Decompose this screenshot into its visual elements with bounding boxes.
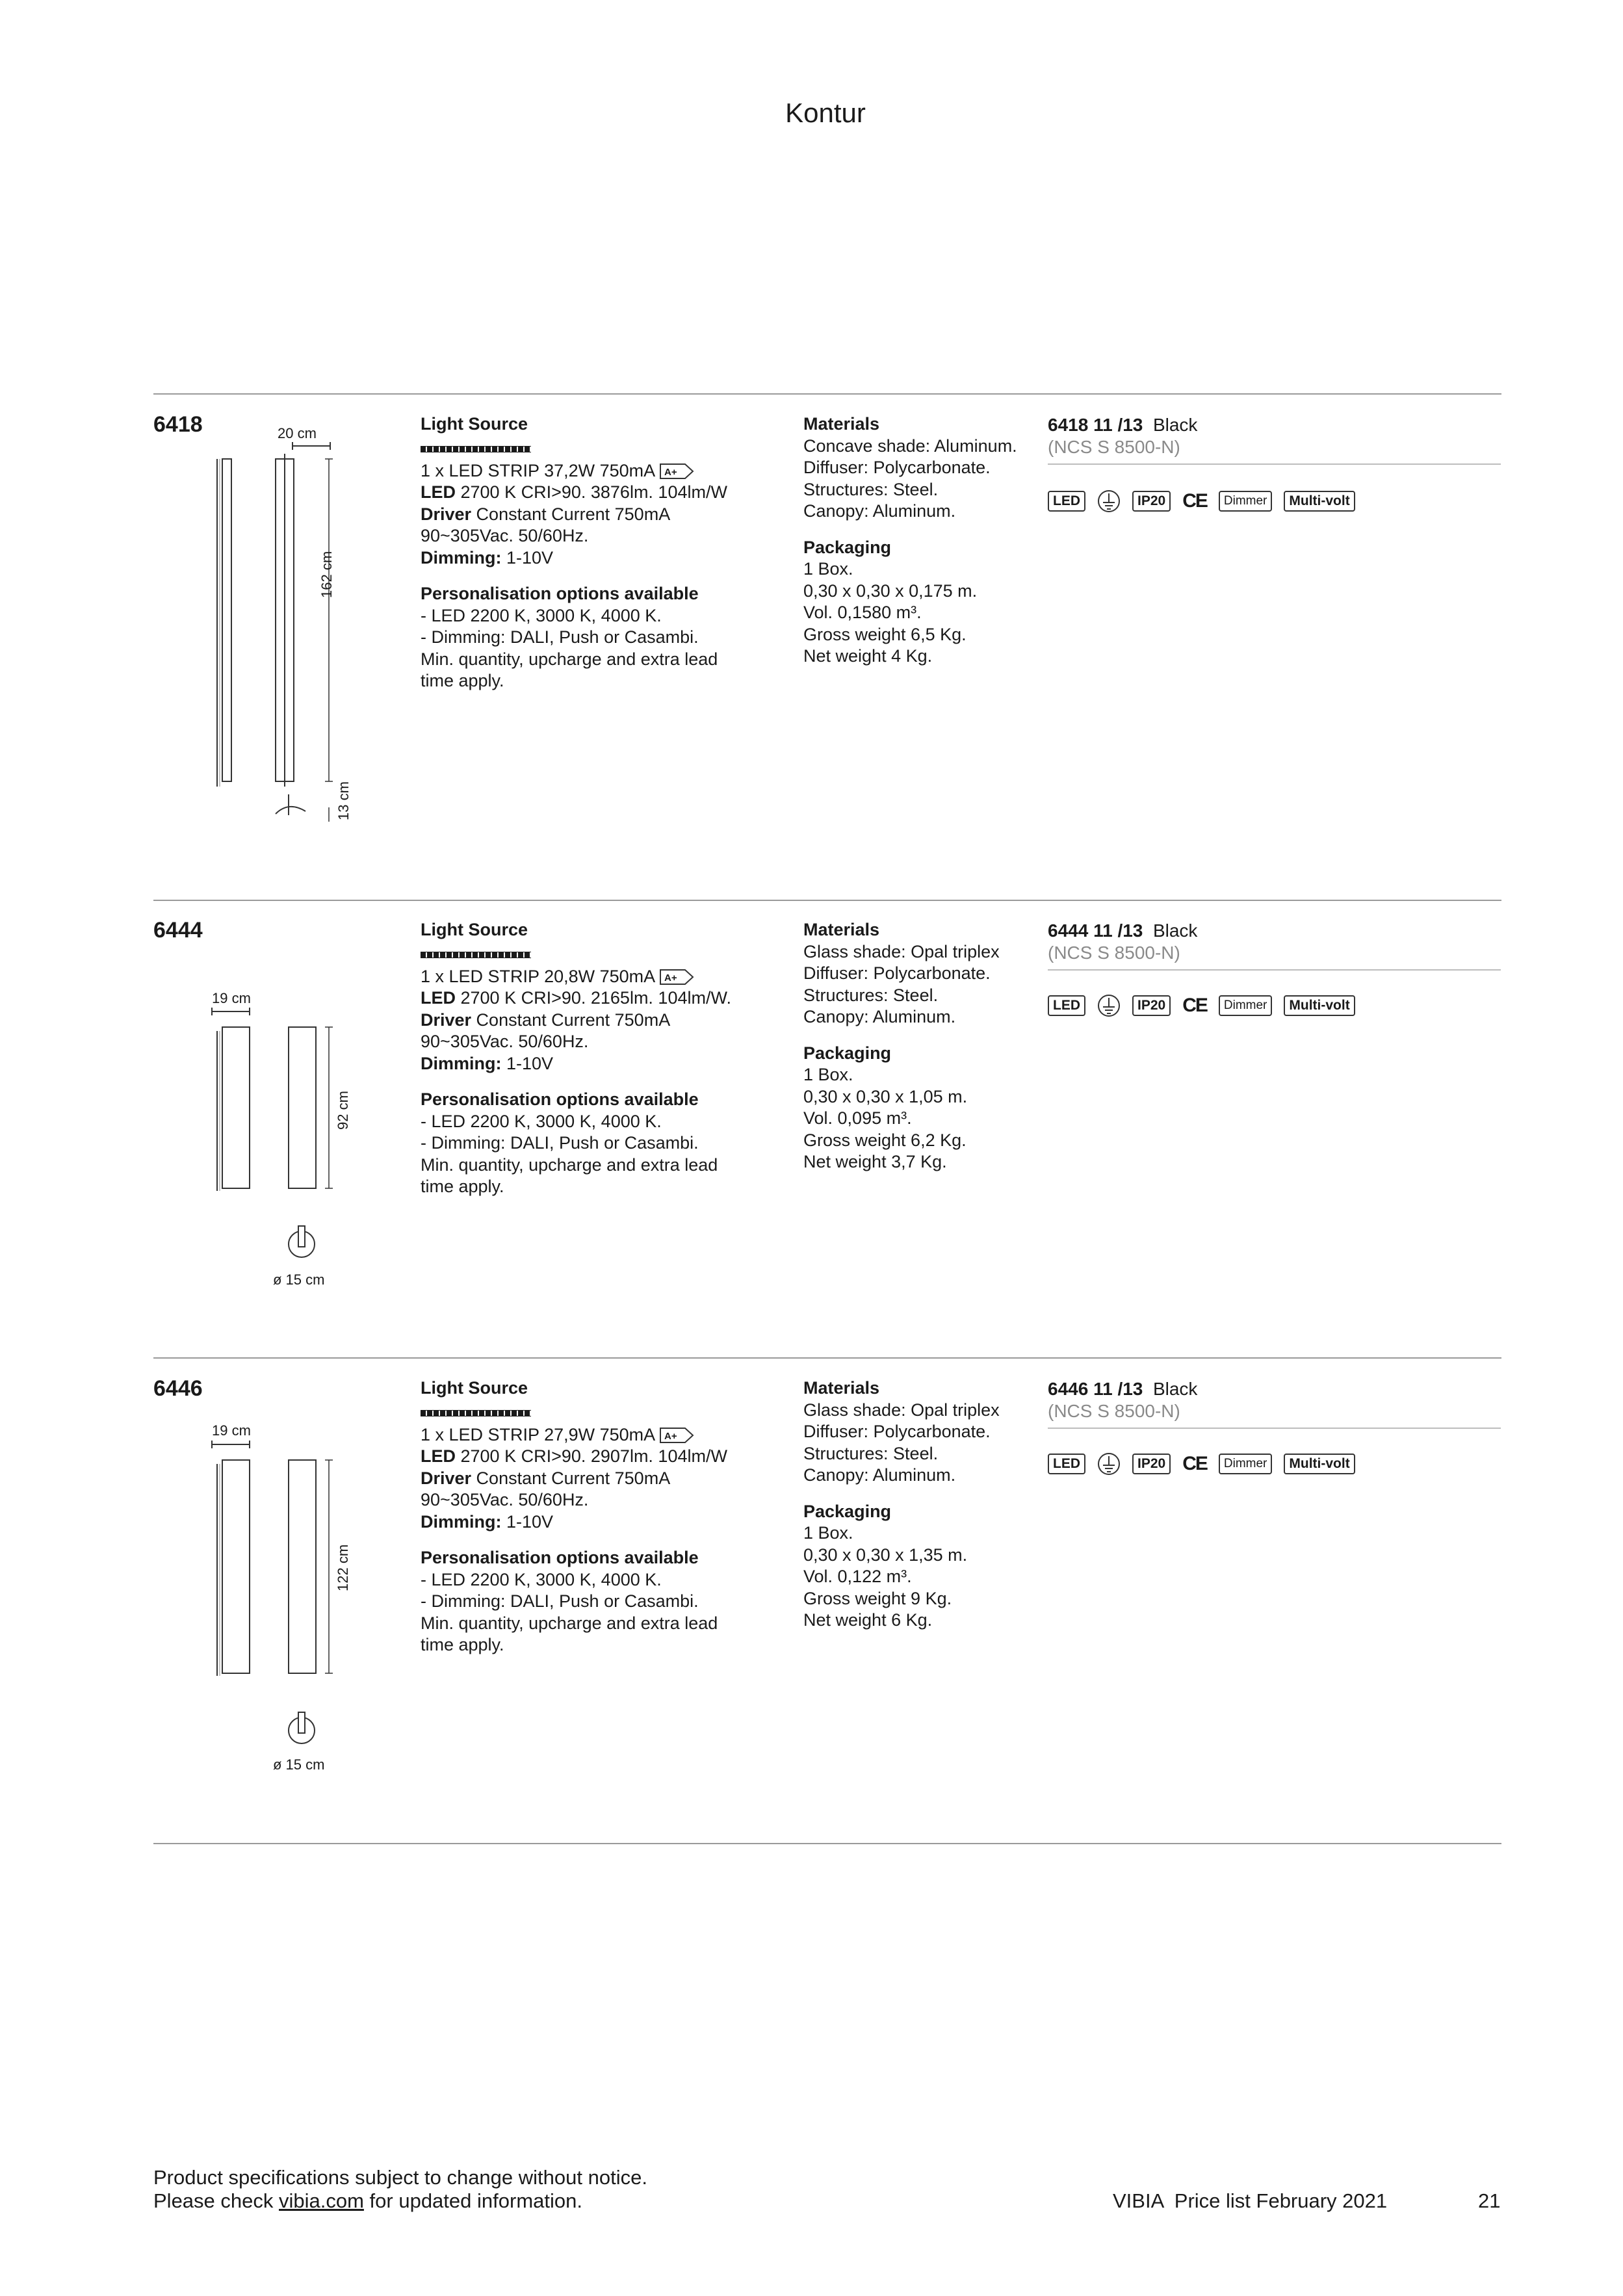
product-code: 6418 — [153, 412, 203, 437]
personal-option: - Dimming: DALI, Push or Casambi. — [421, 1133, 699, 1153]
footer-line: Product specifications subject to change without notice. — [153, 2166, 647, 2189]
dimension-diameter: ø 15 cm — [273, 1756, 325, 1773]
led-text: 2700 K CRI>90. 3876lm. 104lm/W — [456, 482, 727, 502]
voltage: 90~305Vac. 50/60Hz. — [421, 1490, 589, 1509]
led-badge: LED — [1048, 1454, 1085, 1474]
multivolt-badge: Multi-volt — [1284, 1454, 1355, 1474]
section-title: Materials — [803, 1378, 880, 1398]
ip-rating-badge: IP20 — [1132, 1454, 1171, 1474]
dimmer-badge: Dimmer — [1219, 491, 1273, 512]
led-badge: LED — [1048, 491, 1085, 512]
reference-code: 6446 11 /13 — [1048, 1379, 1143, 1399]
page-number: 21 — [1478, 2189, 1501, 2212]
dimming-text: 1-10V — [501, 547, 554, 567]
led-text: 2700 K CRI>90. 2165lm. 104lm/W. — [456, 988, 731, 1008]
packaging-item: 0,30 x 0,30 x 1,05 m. — [803, 1086, 968, 1106]
divider — [153, 900, 1501, 901]
material-item: Structures: Steel. — [803, 1443, 939, 1463]
led-strip-icon — [421, 1410, 531, 1416]
personal-option: - LED 2200 K, 3000 K, 4000 K. — [421, 1569, 662, 1589]
packaging-item: 1 Box. — [803, 1065, 853, 1084]
personal-option: - LED 2200 K, 3000 K, 4000 K. — [421, 605, 662, 625]
packaging-item: Net weight 3,7 Kg. — [803, 1152, 947, 1171]
light-source-block — [421, 1377, 785, 1656]
ncs-code: (NCS S 8500-N) — [1048, 1401, 1180, 1421]
dimming-text: 1-10V — [501, 1511, 554, 1532]
packaging-item: 1 Box. — [803, 559, 853, 579]
material-item: Canopy: Aluminum. — [803, 501, 956, 521]
strip-line: 1 x LED STRIP 27,9W 750mA — [421, 1424, 656, 1444]
personal-note: Min. quantity, upcharge and extra lead — [421, 649, 718, 669]
dimension-diameter: ø 15 cm — [273, 1272, 325, 1288]
footer-brand: VIBIA Price list February 2021 — [1113, 2189, 1388, 2212]
product-code: 6444 — [153, 918, 203, 943]
material-item: Canopy: Aluminum. — [803, 1007, 956, 1026]
dimming-label: Dimming: — [421, 547, 502, 567]
multivolt-badge: Multi-volt — [1284, 491, 1355, 512]
led-strip-icon — [421, 446, 531, 452]
ip-rating-badge: IP20 — [1132, 995, 1171, 1016]
led-label: LED — [421, 482, 456, 502]
light-source-block — [421, 919, 785, 1198]
material-item: Canopy: Aluminum. — [803, 1465, 956, 1485]
ground-icon — [1097, 1452, 1121, 1476]
personal-note: Min. quantity, upcharge and extra lead — [421, 1613, 718, 1633]
ce-mark: CE — [1182, 490, 1207, 512]
energy-class-icon — [659, 969, 694, 985]
section-title: Personalisation options available — [421, 584, 699, 603]
reference-code: 6418 11 /13 — [1048, 415, 1143, 435]
voltage: 90~305Vac. 50/60Hz. — [421, 526, 589, 545]
dimming-label: Dimming: — [421, 1053, 502, 1073]
packaging-item: Vol. 0,122 m³. — [803, 1567, 912, 1586]
packaging-item: Gross weight 6,5 Kg. — [803, 624, 967, 644]
section-title: Packaging — [803, 1501, 892, 1521]
led-badge: LED — [1048, 995, 1085, 1016]
light-source-block — [421, 413, 785, 692]
reference-color: Black — [1152, 1379, 1198, 1399]
packaging-item: Net weight 4 Kg. — [803, 646, 933, 666]
led-text: 2700 K CRI>90. 2907lm. 104lm/W — [456, 1446, 727, 1466]
section-title: Personalisation options available — [421, 1089, 699, 1109]
reference-color: Black — [1152, 920, 1198, 941]
materials-block — [803, 413, 1044, 668]
personal-option: - Dimming: DALI, Push or Casambi. — [421, 1591, 699, 1611]
voltage: 90~305Vac. 50/60Hz. — [421, 1032, 589, 1051]
packaging-item: Gross weight 6,2 Kg. — [803, 1130, 967, 1150]
energy-class-icon — [659, 463, 694, 480]
section-title: Personalisation options available — [421, 1548, 699, 1567]
dimmer-badge: Dimmer — [1219, 995, 1273, 1016]
driver-text: Constant Current 750mA — [471, 1010, 671, 1030]
packaging-item: 0,30 x 0,30 x 0,175 m. — [803, 581, 978, 601]
section-title: Materials — [803, 920, 880, 939]
material-item: Structures: Steel. — [803, 985, 939, 1005]
dimension-width: 20 cm — [278, 425, 317, 441]
ground-icon — [1097, 994, 1121, 1017]
strip-line: 1 x LED STRIP 20,8W 750mA — [421, 966, 656, 986]
led-label: LED — [421, 988, 456, 1008]
reference-color: Black — [1152, 415, 1198, 435]
led-strip-icon — [421, 952, 531, 958]
ncs-code: (NCS S 8500-N) — [1048, 943, 1180, 963]
material-item: Concave shade: Aluminum. — [803, 436, 1017, 456]
driver-label: Driver — [421, 504, 472, 524]
energy-class: A+ — [664, 467, 677, 478]
divider — [153, 393, 1501, 395]
dimension-width: 19 cm — [212, 990, 251, 1006]
led-label: LED — [421, 1446, 456, 1466]
multivolt-badge: Multi-volt — [1284, 995, 1355, 1016]
packaging-item: Net weight 6 Kg. — [803, 1610, 933, 1630]
driver-label: Driver — [421, 1468, 472, 1488]
product-code: 6446 — [153, 1376, 203, 1401]
driver-text: Constant Current 750mA — [471, 1468, 671, 1488]
ce-mark: CE — [1182, 995, 1207, 1016]
reference-block — [1048, 414, 1501, 513]
ip-rating-badge: IP20 — [1132, 491, 1171, 512]
section-title: Materials — [803, 414, 880, 434]
reference-block — [1048, 1378, 1501, 1476]
materials-block — [803, 919, 1044, 1173]
divider — [153, 1843, 1501, 1844]
personal-note: Min. quantity, upcharge and extra lead — [421, 1155, 718, 1175]
personal-option: - LED 2200 K, 3000 K, 4000 K. — [421, 1111, 662, 1131]
dimension-height: 162 cm — [318, 551, 335, 598]
material-item: Structures: Steel. — [803, 479, 939, 499]
section-title: Packaging — [803, 1043, 892, 1063]
footer-link[interactable]: vibia.com — [279, 2189, 364, 2212]
dimension-width: 19 cm — [212, 1422, 251, 1439]
section-title: Light Source — [421, 1378, 528, 1398]
strip-line: 1 x LED STRIP 37,2W 750mA — [421, 460, 656, 480]
personal-note: time apply. — [421, 1635, 504, 1654]
dimmer-badge: Dimmer — [1219, 1454, 1273, 1474]
product-drawing — [208, 416, 364, 832]
dimension-height: 92 cm — [335, 1091, 351, 1130]
packaging-item: Vol. 0,095 m³. — [803, 1108, 912, 1128]
dimension-height: 122 cm — [335, 1544, 351, 1591]
reference-block — [1048, 920, 1501, 1017]
driver-label: Driver — [421, 1010, 472, 1030]
dimming-label: Dimming: — [421, 1511, 502, 1532]
section-title: Packaging — [803, 537, 892, 557]
energy-class: A+ — [664, 1431, 677, 1442]
personal-note: time apply. — [421, 671, 504, 690]
energy-class: A+ — [664, 972, 677, 984]
dimension-depth: 13 cm — [335, 781, 352, 820]
driver-text: Constant Current 750mA — [471, 504, 671, 524]
ground-icon — [1097, 489, 1121, 513]
reference-code: 6444 11 /13 — [1048, 920, 1143, 941]
material-item: Diffuser: Polycarbonate. — [803, 1422, 991, 1441]
divider — [153, 1357, 1501, 1359]
materials-block — [803, 1377, 1044, 1632]
product-drawing — [208, 995, 364, 1268]
dimming-text: 1-10V — [501, 1053, 554, 1073]
personal-note: time apply. — [421, 1177, 504, 1196]
personal-option: - Dimming: DALI, Push or Casambi. — [421, 627, 699, 647]
packaging-item: 0,30 x 0,30 x 1,35 m. — [803, 1545, 968, 1565]
material-item: Diffuser: Polycarbonate. — [803, 963, 991, 983]
section-title: Light Source — [421, 920, 528, 939]
ncs-code: (NCS S 8500-N) — [1048, 437, 1180, 457]
footer-text: Please check — [153, 2189, 279, 2212]
footer-text: for updated information. — [363, 2189, 582, 2212]
page-title: Kontur — [785, 98, 866, 128]
material-item: Diffuser: Polycarbonate. — [803, 458, 991, 477]
material-item: Glass shade: Opal triplex — [803, 1400, 1000, 1420]
footer-notice — [153, 2166, 647, 2213]
material-item: Glass shade: Opal triplex — [803, 941, 1000, 961]
ce-mark: CE — [1182, 1453, 1207, 1474]
packaging-item: 1 Box. — [803, 1523, 853, 1543]
energy-class-icon — [659, 1427, 694, 1444]
packaging-item: Vol. 0,1580 m³. — [803, 603, 922, 622]
packaging-item: Gross weight 9 Kg. — [803, 1588, 952, 1608]
section-title: Light Source — [421, 414, 528, 434]
